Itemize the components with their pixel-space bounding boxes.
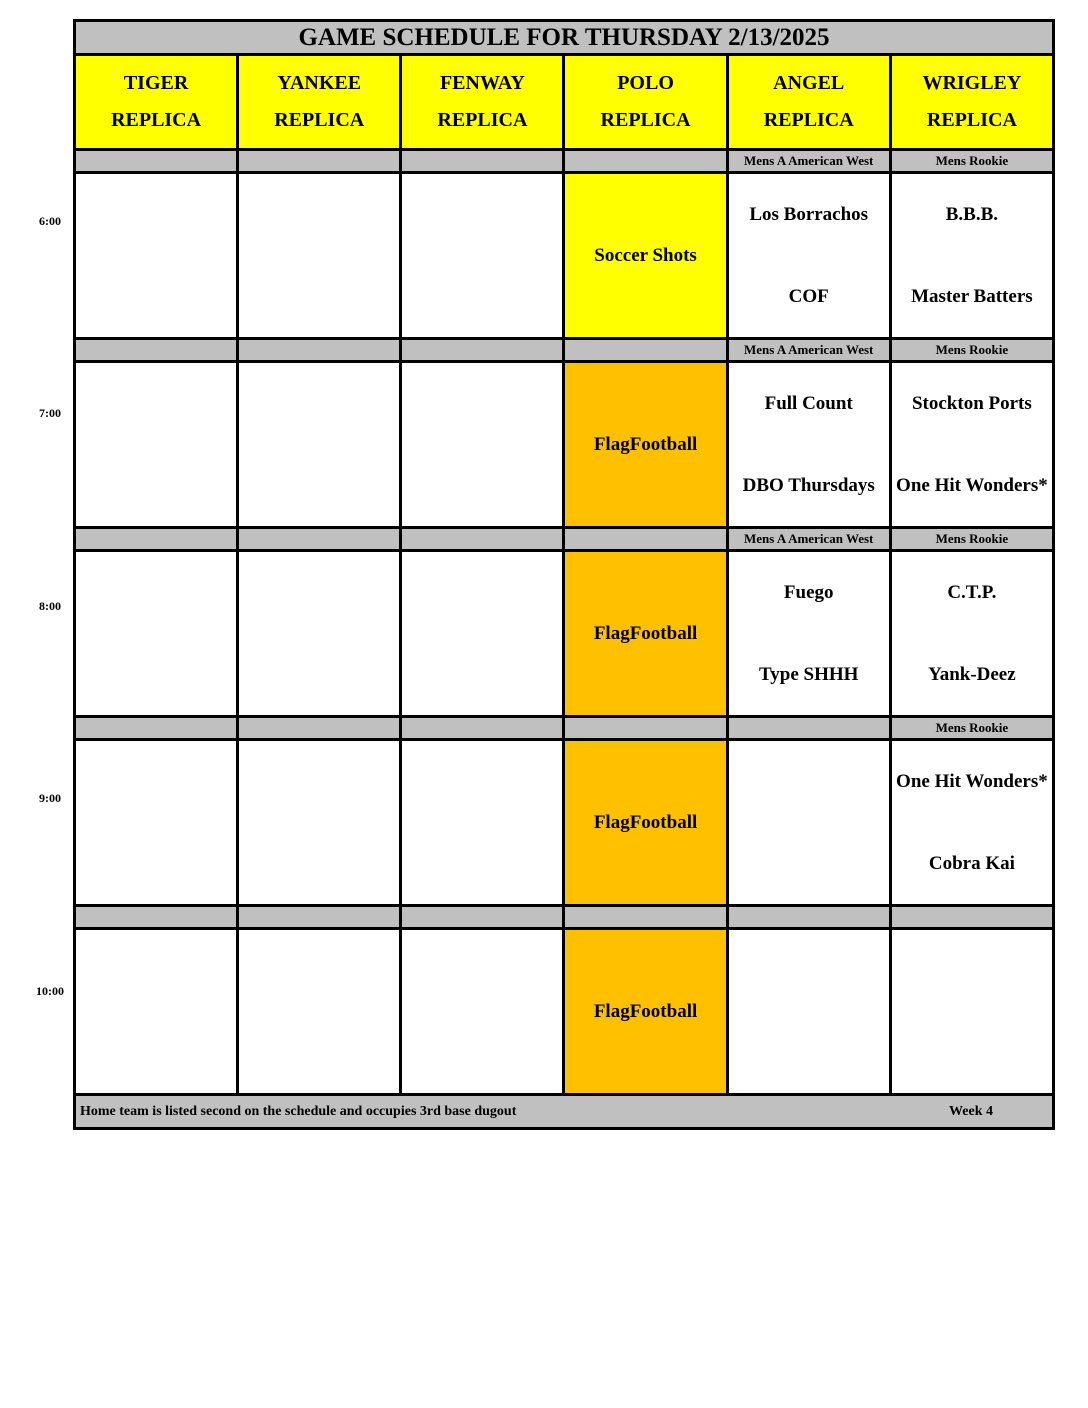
away-team: Full Count [764,393,853,415]
field-name: POLO [617,72,674,94]
empty-slot [401,740,564,906]
division-label [401,150,564,173]
division-label-row [75,339,1054,362]
division-label [564,528,727,551]
away-team: Los Borrachos [749,204,869,226]
division-label: Mens Rookie [890,339,1053,362]
division-label [238,339,401,362]
division-label [238,717,401,740]
wrigley-game [890,929,1053,1095]
field-subname: REPLICA [763,109,854,131]
away-team: B.B.B. [945,204,999,226]
home-team: Master Batters [911,285,1033,307]
division-label [401,906,564,929]
division-label-row [75,906,1054,929]
home-team: Type SHHH [758,663,859,685]
division-label [564,717,727,740]
division-label [890,906,1053,929]
field-header-angel [727,55,890,150]
empty-slot [401,362,564,528]
field-name: WRIGLEY [922,72,1022,94]
empty-slot [75,740,238,906]
empty-slot [238,740,401,906]
division-label: Mens Rookie [890,150,1053,173]
division-label [75,528,238,551]
empty-slot [75,362,238,528]
polo-event: FlagFootball [564,740,727,906]
wrigley-game [890,173,1053,339]
away-team: Fuego [783,582,834,604]
schedule-title: GAME SCHEDULE FOR THURSDAY 2/13/2025 [75,21,1054,55]
angel-game [727,551,890,717]
division-label: Mens A American West [727,528,890,551]
field-header-wrigley [890,55,1053,150]
empty-slot [75,173,238,339]
division-label [75,150,238,173]
division-label [727,717,890,740]
time-slot-row [75,929,1054,1095]
division-label [238,528,401,551]
time-slot-row [75,173,1054,339]
field-subname: REPLICA [437,109,528,131]
wrigley-game [890,551,1053,717]
division-label-row [75,717,1054,740]
division-label [401,339,564,362]
division-label-row [75,150,1054,173]
wrigley-game [890,740,1053,906]
field-header-polo [564,55,727,150]
home-team: COF [788,285,829,307]
home-team: Cobra Kai [928,852,1015,874]
division-label [238,906,401,929]
empty-slot [401,929,564,1095]
empty-slot [75,929,238,1095]
empty-slot [238,551,401,717]
home-team: DBO Thursdays [742,474,875,496]
angel-game [727,740,890,906]
polo-event: FlagFootball [564,551,727,717]
time-label-7: 7:00 [39,406,61,420]
polo-event: FlagFootball [564,362,727,528]
field-header-fenway [401,55,564,150]
field-header-row [75,55,1054,150]
field-name: FENWAY [439,72,525,94]
wrigley-game [890,362,1053,528]
division-label [564,906,727,929]
away-team [729,930,889,1012]
away-team: One Hit Wonders* [896,771,1048,793]
division-label [75,717,238,740]
field-header-yankee [238,55,401,150]
empty-slot [401,551,564,717]
empty-slot [238,362,401,528]
time-slot-row [75,551,1054,717]
time-label-10: 10:00 [36,984,64,998]
footer-note: Home team is listed second on the schedule and occupies 3rd base dugout [80,1103,517,1119]
division-label: Mens Rookie [890,528,1053,551]
away-team [729,741,889,823]
field-header-tiger [75,55,238,150]
division-label [727,906,890,929]
home-team: One Hit Wonders* [896,474,1048,496]
away-team: C.T.P. [947,582,997,604]
angel-game [727,362,890,528]
away-team [892,930,1052,1012]
field-name: YANKEE [277,72,362,94]
division-label [75,339,238,362]
empty-slot [401,173,564,339]
home-team [729,823,889,905]
division-label: Mens Rookie [890,717,1053,740]
division-label [75,906,238,929]
time-label-8: 8:00 [39,599,61,613]
division-label [564,339,727,362]
week-label: Week 4 [949,1103,993,1119]
field-name: ANGEL [773,72,845,94]
schedule-table [73,19,1055,1130]
division-label: Mens A American West [727,339,890,362]
polo-event: FlagFootball [564,929,727,1095]
angel-game [727,929,890,1095]
field-subname: REPLICA [926,109,1017,131]
division-label [401,528,564,551]
time-label-6: 6:00 [39,214,61,228]
time-slot-row [75,362,1054,528]
home-team [729,1012,889,1094]
division-label: Mens A American West [727,150,890,173]
empty-slot [238,929,401,1095]
footer-bar [75,1095,1054,1129]
field-subname: REPLICA [274,109,365,131]
field-subname: REPLICA [111,109,202,131]
field-name: TIGER [123,72,189,94]
division-label [238,150,401,173]
division-label [401,717,564,740]
polo-event: Soccer Shots [564,173,727,339]
division-label-row [75,528,1054,551]
empty-slot [238,173,401,339]
time-slot-row [75,740,1054,906]
division-label [564,150,727,173]
empty-slot [75,551,238,717]
time-label-9: 9:00 [39,791,61,805]
angel-game [727,173,890,339]
away-team: Stockton Ports [911,393,1032,415]
home-team [892,1012,1052,1094]
home-team: Yank-Deez [928,663,1016,685]
field-subname: REPLICA [600,109,691,131]
